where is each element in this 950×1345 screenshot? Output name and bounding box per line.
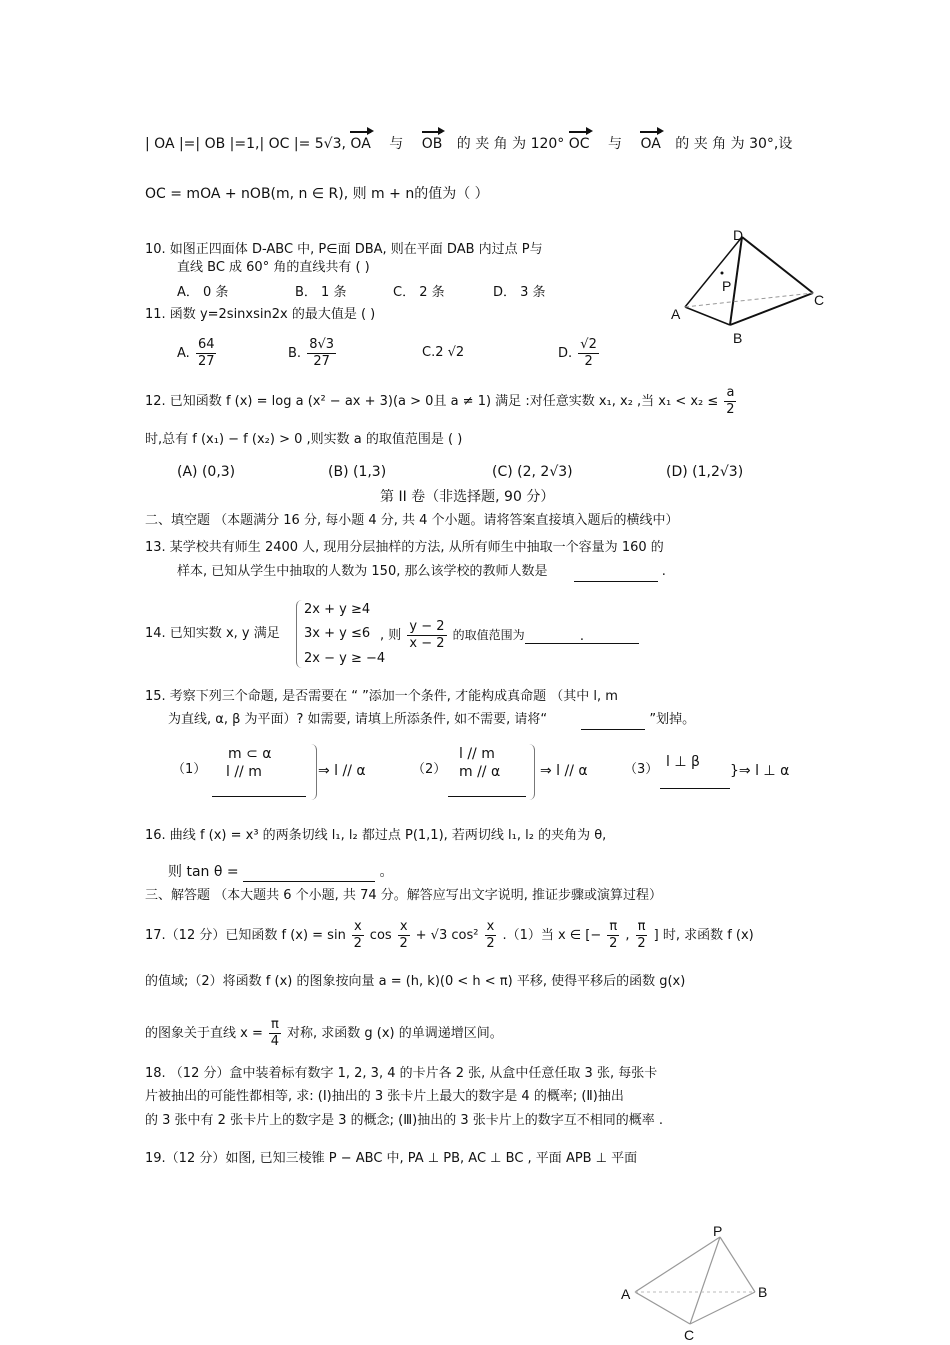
q16-text-2: 则 tan θ = bbox=[168, 864, 239, 880]
q14-frac-den: x − 2 bbox=[409, 636, 445, 651]
q16-end: 。 bbox=[379, 864, 394, 880]
fig10-label-b: B bbox=[733, 330, 743, 346]
intro-line-1 bbox=[145, 134, 792, 154]
q17-frac-1-den: 2 bbox=[353, 936, 362, 951]
q12-text-1: 12. 已知函数 f (x) = log a (x² − ax + 3)(a > 0且 a ≠ 1) 满足 :对任意实数 x₁, x₂ ,当 x₁ < x₂ ≤ bbox=[145, 394, 719, 409]
q11-option-a bbox=[177, 334, 218, 374]
q17-text-3b: 对称, 求函数 g (x) 的单调递增区间。 bbox=[286, 1026, 503, 1041]
q10-text-1: 10. 如图正四面体 D-ABC 中, P∈面 DBA, 则在平面 DAB 内过点 P与 bbox=[145, 242, 543, 257]
q14-tail bbox=[380, 615, 525, 655]
q17-frac-5 bbox=[636, 919, 648, 952]
q14-end: . bbox=[579, 629, 585, 644]
fig19-label-p: P bbox=[713, 1223, 723, 1239]
q17-line-1 bbox=[145, 916, 754, 956]
q12-frac-num: a bbox=[726, 385, 735, 400]
q12-option-d: (D) (1,2√3) bbox=[666, 464, 744, 480]
q12-text-2: 时,总有 f (x₁) − f (x₂) > 0 ,则实数 a 的取值范围是 ( ) bbox=[145, 432, 463, 447]
q15-p2-brace bbox=[528, 744, 535, 800]
intro-vector-oa: OA bbox=[350, 136, 371, 152]
q17-frac-6-den: 4 bbox=[270, 1034, 280, 1049]
q15-p1-b: l // m bbox=[226, 764, 262, 780]
q10-option-a: A． 0 条 bbox=[177, 285, 229, 300]
q17-frac-2-num: x bbox=[399, 919, 408, 934]
q14-answer-blank[interactable] bbox=[525, 627, 639, 644]
q14-constraint-3: 2x − y ≥ −4 bbox=[304, 651, 386, 666]
q17-frac-5-num: π bbox=[637, 919, 646, 934]
tetrahedron-figure bbox=[665, 225, 835, 350]
q14-brace bbox=[296, 600, 303, 668]
q17-plus: + √3 cos² bbox=[415, 928, 479, 943]
q15-p2-b: m // α bbox=[459, 764, 501, 780]
q17-text-3a: 的图象关于直线 x = bbox=[145, 1026, 263, 1041]
q17-frac-2-den: 2 bbox=[399, 936, 408, 951]
q15-p3-blank[interactable] bbox=[660, 772, 730, 789]
q17-text-2: 的值域;（2）将函数 f (x) 的图象按向量 a = (h, k)(0 < h < π) 平移, 使得平移后的函数 g(x) bbox=[145, 974, 686, 989]
pyramid-figure bbox=[615, 1222, 775, 1342]
q19-text-1: 19.（12 分）如图, 已知三棱锥 P − ABC 中, PA ⊥ PB, AC ⊥ BC , 平面 APB ⊥ 平面 bbox=[145, 1151, 638, 1166]
q15-p3-num: （3） bbox=[624, 762, 659, 777]
intro-oa-abs: | OA |=| OB |=1,| OC |= 5√3, bbox=[145, 136, 346, 152]
q16-answer-blank[interactable] bbox=[243, 865, 375, 882]
fig19-label-b: B bbox=[758, 1284, 768, 1300]
q14-constraint-1: 2x + y ≥4 bbox=[304, 602, 371, 617]
q16-text-1: 16. 曲线 f (x) = x³ 的两条切线 l₁, l₂ 都过点 P(1,1), 若两切线 l₁, l₂ 的夹角为 θ, bbox=[145, 828, 607, 843]
fig10-label-a: A bbox=[671, 306, 681, 322]
q17-cos: cos bbox=[369, 928, 392, 943]
q14-answer-area bbox=[525, 624, 639, 644]
q12-line-1 bbox=[145, 382, 738, 422]
q12-frac-den: 2 bbox=[726, 402, 735, 417]
q16-line-2 bbox=[168, 862, 394, 882]
intro-vector-oc: OC bbox=[568, 136, 590, 152]
q13-text-1: 13. 某学校共有师生 2400 人, 现用分层抽样的方法, 从所有师生中抽取一个容量为 160 的 bbox=[145, 540, 664, 555]
fig10-label-c: C bbox=[814, 292, 825, 308]
q12-frac bbox=[724, 385, 736, 418]
q12-option-b: (B) (1,3) bbox=[328, 464, 387, 480]
q17-text-1c: ] 时, 求函数 f (x) bbox=[653, 928, 754, 943]
q10-text-2: 直线 BC 成 60° 角的直线共有 ( ) bbox=[177, 260, 370, 275]
q14-frac-num: y − 2 bbox=[409, 619, 445, 634]
q11-a-frac bbox=[196, 337, 217, 370]
q11-d-frac bbox=[578, 337, 599, 370]
q11-option-d bbox=[558, 334, 601, 374]
q11-b-label: B. bbox=[288, 346, 302, 361]
q17-line-3 bbox=[145, 1014, 503, 1054]
q17-frac-1-num: x bbox=[353, 919, 362, 934]
q13-end: . bbox=[661, 564, 666, 579]
q17-frac-5-den: 2 bbox=[637, 936, 646, 951]
q18-text-2: 片被抽出的可能性都相等, 求: (Ⅰ)抽出的 3 张卡片上最大的数字是 4 的概率; (Ⅱ)抽出 bbox=[145, 1089, 624, 1104]
part2-section: 二、填空题 （本题满分 16 分, 每小题 4 分, 共 4 个小题。请将答案直接填入题后的横线中） bbox=[145, 513, 679, 528]
q11-option-c: C.2 √2 bbox=[422, 345, 465, 360]
q17-frac-3-den: 2 bbox=[486, 936, 495, 951]
intro-angle-1: 的 夹 角 为 120° bbox=[456, 136, 565, 152]
q15-p2-result: ⇒ l // α bbox=[540, 763, 588, 779]
q11-d-num: √2 bbox=[580, 337, 597, 352]
q13-answer-blank[interactable] bbox=[574, 565, 658, 582]
q11-d-label: D. bbox=[558, 346, 573, 361]
q17-frac-2 bbox=[398, 919, 410, 952]
q17-frac-3 bbox=[485, 919, 497, 952]
q15-text-1: 15. 考察下列三个命题, 是否需要在 “ ”添加一个条件, 才能构成真命题 （其中 l, m bbox=[145, 689, 618, 704]
part2-title: 第 II 卷（非选择题, 90 分） bbox=[380, 489, 555, 505]
intro-vector-ob: OB bbox=[421, 136, 443, 152]
q15-text-2: 为直线, α, β 为平面）? 如需要, 请填上所添条件, 如不需要, 请将“ bbox=[168, 712, 548, 727]
q13-text-2: 样本, 已知从学生中抽取的人数为 150, 那么该学校的教师人数是 bbox=[177, 564, 548, 579]
q15-p2-blank[interactable] bbox=[448, 780, 526, 797]
q11-a-label: A. bbox=[177, 346, 190, 361]
q11-text: 11. 函数 y=2sinxsin2x 的最大值是 ( ) bbox=[145, 307, 376, 322]
intro-line-2: OC = mOA + nOB(m, n ∈ R), 则 m + n的值为（ ） bbox=[145, 186, 489, 202]
fig10-label-d: D bbox=[733, 227, 744, 243]
q11-b-num: 8√3 bbox=[309, 337, 335, 352]
q10-option-c: C． 2 条 bbox=[393, 285, 445, 300]
q15-p1-blank[interactable] bbox=[212, 780, 306, 797]
part3-section: 三、解答题 （本大题共 6 个小题, 共 74 分。解答应写出文字说明, 推证步骤或演算过程） bbox=[145, 888, 663, 903]
intro-yu-2: 与 bbox=[608, 136, 622, 152]
q17-text-1a: 17.（12 分）已知函数 f (x) = sin bbox=[145, 928, 346, 943]
q15-p1-brace bbox=[310, 744, 317, 800]
q18-text-1: 18. （12 分）盒中装着标有数字 1, 2, 3, 4 的卡片各 2 张, 从盒中任意任取 3 张, 每张卡 bbox=[145, 1066, 658, 1081]
q17-comma: , bbox=[625, 928, 630, 943]
q11-d-den: 2 bbox=[584, 354, 593, 369]
q11-a-num: 64 bbox=[197, 337, 215, 352]
q17-frac-1 bbox=[352, 919, 364, 952]
fig19-label-c: C bbox=[684, 1327, 695, 1342]
q15-text-2b: ”划掉。 bbox=[649, 712, 696, 727]
q14-constraint-2: 3x + y ≤6 bbox=[304, 626, 371, 641]
q17-frac-6-num: π bbox=[271, 1017, 279, 1032]
q17-frac-4-den: 2 bbox=[609, 936, 618, 951]
q11-b-den: 27 bbox=[313, 354, 330, 369]
intro-angle-2: 的 夹 角 为 30°,设 bbox=[675, 136, 793, 152]
q17-frac-4 bbox=[607, 919, 619, 952]
q15-p1-num: （1） bbox=[172, 762, 207, 777]
q11-option-b bbox=[288, 334, 338, 374]
intro-yu-1: 与 bbox=[389, 136, 404, 152]
q17-frac-6 bbox=[269, 1017, 281, 1050]
q10-option-b: B． 1 条 bbox=[295, 285, 347, 300]
q18-text-3: 的 3 张中有 2 张卡片上的数字是 3 的概念; (Ⅲ)抽出的 3 张卡片上的数字互不相同的概率 . bbox=[145, 1113, 664, 1128]
fig10-label-p: P bbox=[722, 278, 732, 294]
q14-frac bbox=[407, 619, 446, 652]
q15-p3-a: l ⊥ β bbox=[666, 754, 700, 770]
q14-mid: , 则 bbox=[380, 628, 402, 643]
q14-suffix: 的取值范围为 bbox=[452, 628, 525, 642]
q11-a-den: 27 bbox=[197, 354, 215, 369]
q15-line-2 bbox=[168, 710, 695, 730]
q15-p2-num: （2） bbox=[412, 762, 447, 777]
q11-b-frac bbox=[307, 337, 336, 370]
q15-p2-a: l // m bbox=[459, 746, 495, 762]
q12-option-a: (A) (0,3) bbox=[177, 464, 236, 480]
q15-p1-a: m ⊂ α bbox=[228, 746, 272, 762]
q17-frac-3-num: x bbox=[486, 919, 495, 934]
q10-option-d: D． 3 条 bbox=[493, 285, 546, 300]
q13-line-2 bbox=[177, 562, 666, 582]
q17-frac-4-num: π bbox=[609, 919, 618, 934]
q17-text-1b: .（1）当 x ∈ [− bbox=[502, 928, 602, 943]
q15-p1-result: ⇒ l // α bbox=[318, 763, 366, 779]
q12-option-c: (C) (2, 2√3) bbox=[492, 464, 573, 480]
fig19-label-a: A bbox=[621, 1286, 631, 1302]
q15-p3-result: }⇒ l ⊥ α bbox=[730, 763, 790, 779]
q15-remove-blank[interactable] bbox=[581, 713, 645, 730]
q14-prefix: 14. 已知实数 x, y 满足 bbox=[145, 626, 280, 641]
intro-vector-oa-2: OA bbox=[640, 136, 661, 152]
